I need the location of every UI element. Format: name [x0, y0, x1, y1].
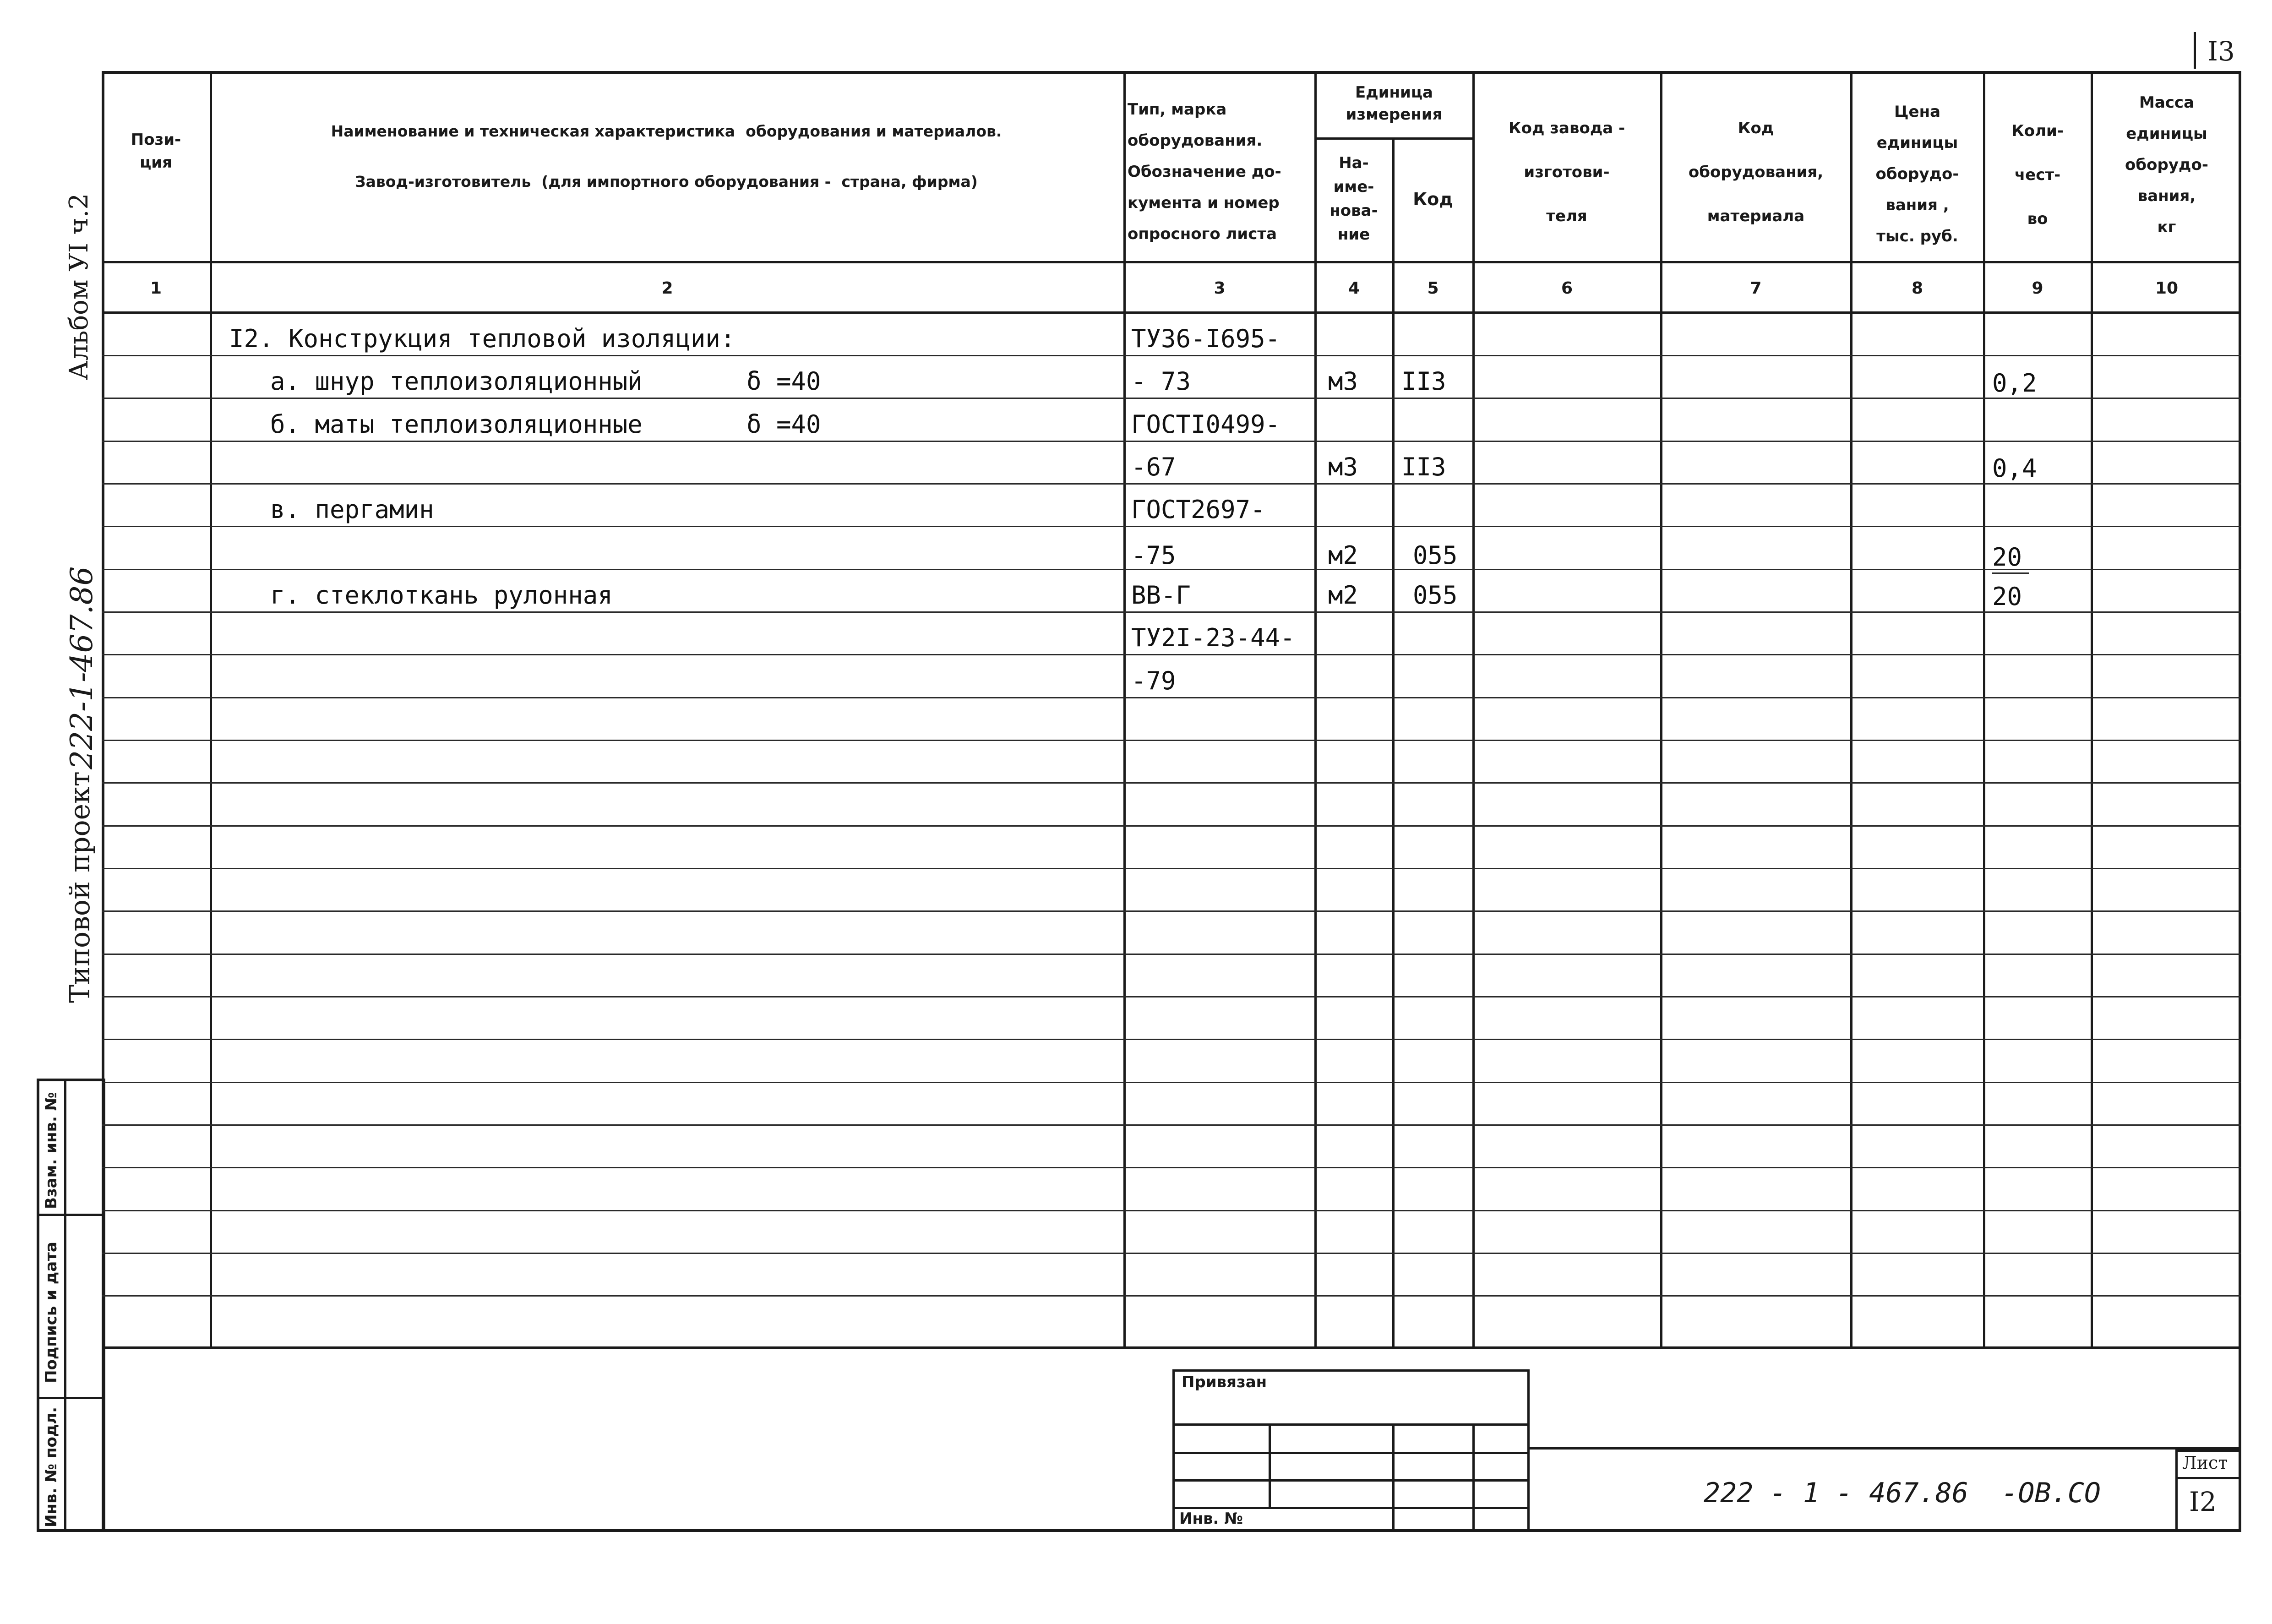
col-line-2	[1123, 71, 1126, 1349]
side-project-number: 222-1-467.86	[64, 566, 99, 769]
stamp-label-vzam-inv: Взам. инв. №	[42, 1092, 60, 1209]
row-1-delta: δ =40	[746, 367, 821, 396]
colnum-8: 8	[1911, 279, 1923, 298]
col-line-8	[1983, 71, 1985, 1349]
header-unit-group: Единица измерения	[1346, 83, 1443, 124]
row-4-name: в. пергамин	[270, 495, 434, 524]
header-col4: На- име- нова- ние	[1329, 154, 1378, 244]
qty-underline	[1992, 398, 2033, 399]
stamp-strip-divider	[64, 1079, 66, 1532]
header-col7: Код оборудования, материала	[1688, 119, 1824, 225]
row-6-doc: ВВ-Г	[1131, 581, 1191, 610]
header-col10: Масса единицы оборудо- вания, кг	[2125, 93, 2208, 236]
header-col6: Код завода - изготови- теля	[1508, 119, 1625, 225]
row-line	[102, 1039, 2241, 1040]
side-album-caption: Альбом УI ч.2	[64, 193, 94, 380]
privyazan-vline-2	[1392, 1423, 1395, 1532]
colnum-7: 7	[1750, 279, 1762, 298]
row-2-doc: ГОСТI0499-	[1131, 410, 1280, 439]
side-project-type: Типовой проект	[64, 771, 96, 1003]
top-sheet-number: I3	[2207, 36, 2235, 67]
row-3-qty: 0,4	[1992, 454, 2037, 483]
col-line-7	[1850, 71, 1852, 1349]
row-3-unit: м3	[1328, 452, 1358, 481]
privyazan-line-3	[1172, 1479, 1530, 1482]
stamp-label-podpis-data: Подпись и дата	[42, 1242, 60, 1383]
row-1-name: а. шнур теплоизоляционный	[270, 367, 643, 396]
header-col1: Пози- ция	[131, 131, 181, 172]
row-line	[102, 1210, 2241, 1211]
row-5-unit: м2	[1328, 541, 1358, 570]
unit-group-divider	[1314, 137, 1472, 140]
colnum-1: 1	[150, 279, 162, 298]
row-line	[102, 1082, 2241, 1083]
header-col9: Коли- чест- во	[2011, 122, 2064, 228]
header-col2-line2: Завод-изготовитель (для импортного оборудования - страна, фирма)	[355, 173, 978, 191]
col-line-1	[210, 71, 212, 1349]
row-1-doc: - 73	[1131, 367, 1191, 396]
header-col2-line1: Наименование и техническая характеристика оборудования и материалов.	[331, 122, 1002, 140]
sheet-number: I2	[2189, 1486, 2217, 1517]
col-line-9	[2091, 71, 2093, 1349]
row-3-doc: -67	[1131, 452, 1176, 481]
row-5-qty: 20	[1992, 543, 2022, 572]
header-col3: Тип, марка оборудования. Обозначение до- кумента и номер опросного листа	[1128, 100, 1281, 243]
header-col5: Код	[1413, 189, 1453, 209]
row-6-code: 055	[1413, 581, 1458, 610]
row-line	[102, 1253, 2241, 1254]
row-1-unit: м3	[1328, 367, 1358, 396]
table-body-bottom	[102, 1346, 2241, 1349]
colnum-5: 5	[1427, 279, 1439, 298]
row-7-doc: ТУ2I-23-44-	[1131, 623, 1295, 652]
privyazan-label: Привязан	[1182, 1373, 1267, 1391]
header-col8: Цена единицы оборудо- вания , тыс. руб.	[1875, 103, 1959, 245]
row-line	[102, 910, 2241, 912]
row-line	[102, 868, 2241, 869]
row-5-code: 055	[1413, 541, 1458, 570]
colnum-4: 4	[1348, 279, 1360, 298]
inv-no-label: Инв. №	[1179, 1510, 1243, 1528]
top-sheet-number-box	[2194, 32, 2196, 69]
colnum-9: 9	[2032, 279, 2043, 298]
row-line	[102, 1295, 2241, 1297]
row-6-qty: 20	[1992, 582, 2022, 611]
row-0-name: I2. Конструкция тепловой изоляции:	[229, 324, 736, 353]
row-6-unit: м2	[1328, 581, 1358, 610]
row-line	[102, 954, 2241, 955]
privyazan-line-4	[1172, 1507, 1530, 1509]
header-bottom-line	[102, 261, 2241, 263]
row-line	[102, 996, 2241, 997]
colnum-bottom-line	[102, 311, 2241, 314]
row-1-qty: 0,2	[1992, 369, 2037, 398]
row-2-name: б. маты теплоизоляционные	[270, 410, 643, 439]
stamp-strip-sep-1	[37, 1214, 105, 1216]
colnum-3: 3	[1214, 279, 1226, 298]
privyazan-line-2	[1172, 1452, 1530, 1454]
stamp-label-inv-podl: Инв. № подл.	[42, 1406, 60, 1527]
col-line-5	[1472, 71, 1475, 1349]
row-line	[102, 740, 2241, 741]
row-2-delta: δ =40	[746, 410, 821, 439]
col-line-6	[1660, 71, 1662, 1349]
colnum-10: 10	[2155, 279, 2179, 298]
row-5-doc: -75	[1131, 541, 1176, 570]
privyazan-vline-1	[1269, 1423, 1271, 1507]
row-1-code: II3	[1401, 367, 1446, 396]
row-3-code: II3	[1401, 452, 1446, 481]
colnum-6: 6	[1561, 279, 1573, 298]
privyazan-vline-3	[1472, 1423, 1475, 1532]
row-line	[102, 782, 2241, 784]
sheet-box-divider	[2175, 1477, 2241, 1479]
stamp-strip-sep-2	[37, 1397, 105, 1399]
qty-underline	[1992, 572, 2029, 574]
doc-code: 222 - 1 - 467.86 -OB.CO	[1704, 1477, 2101, 1509]
row-0-doc: ТУ36-I695-	[1131, 324, 1280, 353]
doc-code-top-line	[1527, 1447, 2241, 1450]
row-6-name: г. стеклоткань рулонная	[270, 581, 613, 610]
row-line	[102, 1124, 2241, 1126]
privyazan-line-1	[1172, 1423, 1530, 1426]
colnum-2: 2	[661, 279, 673, 298]
row-8-doc: -79	[1131, 666, 1176, 695]
sheet-label: Лист	[2182, 1453, 2228, 1473]
row-4-doc: ГОСТ2697-	[1131, 495, 1265, 524]
row-line	[102, 1167, 2241, 1168]
col-line-3	[1314, 71, 1317, 1349]
qty-underline	[1992, 483, 2033, 485]
row-line	[102, 825, 2241, 827]
